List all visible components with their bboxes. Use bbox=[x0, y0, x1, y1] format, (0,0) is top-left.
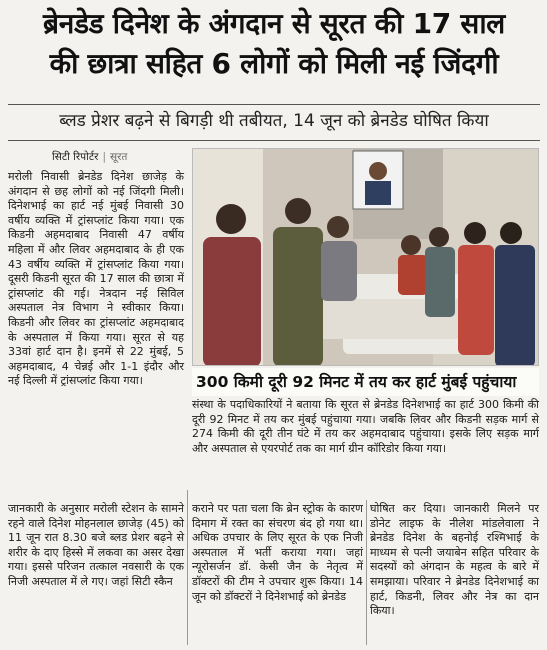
subheadline: ब्लड प्रेशर बढ़ने से बिगड़ी थी तबीयत, 14 जून को ब्रेनडेड घोषित किया bbox=[59, 111, 489, 131]
paragraph: घोषित कर दिया। जानकारी मिलने पर डोनेट लाइफ के नीलेश मांडलेवाला ने ब्रेनडेड दिनेश के बहनोई रश्मिभाई के माध्यम से पत्नी जयाबेन सहित परिवार के सदस्यों को अंगदान के महत्व के बारे में समझाया। परिवार ने ब्रेनडेड दिनेशभाई का हार्ट, किडनी, लिवर और नेत्र का दान किया। bbox=[370, 502, 539, 618]
column-rule bbox=[187, 490, 188, 645]
headline bbox=[8, 4, 540, 84]
article-column-middle-wide bbox=[192, 398, 539, 456]
article-column-left bbox=[8, 170, 184, 389]
paragraph: कराने पर पता चला कि ब्रेन स्ट्रोक के कारण दिमाग में रक्त का संचरण बंद हो गया था। अधिक उपचार के लिए सूरत के एक निजी अस्पताल में भर्ती कराया गया। जहां न्यूरोसर्जन डॉ. केसी जैन के नेतृत्व में डॉक्टरों की टीम ने उपचार शुरू किया। 14 जून को डॉक्टरों ने दिनेशभाई को ब्रेनडेड bbox=[192, 502, 363, 603]
column-rule bbox=[366, 500, 367, 645]
reporter-name: सिटी रिपोर्टर bbox=[52, 151, 99, 163]
divider bbox=[8, 140, 540, 141]
photo-caption: 300 किमी दूरी 92 मिनट में तय कर हार्ट मुंबई पहुंचाया bbox=[192, 368, 539, 396]
divider bbox=[8, 104, 540, 105]
city-name: सूरत bbox=[110, 151, 128, 163]
article-column-left-bottom bbox=[8, 502, 184, 590]
paragraph: जानकारी के अनुसार मरोली स्टेशन के सामने रहने वाले दिनेश मोहनलाल छाजेड़ (45) को 11 जून रात 8.30 बजे ब्लड प्रेशर बढ़ने से शरीर के दाए हिस्से में लकवा का असर देखा गया। इससे परिजन तत्काल नवसारी के एक निजी अस्पताल में ले गए। जहां सिटी स्कैन bbox=[8, 502, 184, 588]
headline-line-2: की छात्रा सहित 6 लोगों को मिली नई जिंदगी bbox=[49, 47, 499, 80]
article-column-right bbox=[370, 502, 539, 619]
paragraph: मरोली निवासी ब्रेनडेड दिनेश छाजेड़ के अंगदान से छह लोगों को नई जिंदगी मिली। दिनेशभाई का हार्ट नई मुंबई निवासी 30 वर्षीय व्यक्ति में ट्रांसप्लांट किया गया। एक किडनी अहमदाबाद निवासी 47 वर्षीय महिला में और लिवर अहमदाबाद के ही एक 43 वर्षीय व्यक्ति में ट्रांसप्लांट किया गया। दूसरी किडनी सूरत की 17 साल की छात्रा में ट्रांसप्लांट की गई। नेत्रदान नई सिविल अस्पताल नेत्र विभाग ने स्वीकार किया। किडनी और लिवर का ट्रांसप्लांट अहमदाबाद के अस्पताल में किया गया। सूरत से यह 33वां हार्ट दान है। इनमें से 22 मुंबई, 5 अहमदाबाद, 4 चेन्नई और 1-1 इंदौर और नई दिल्ली में ट्रांसप्लांट किया गया। bbox=[8, 170, 184, 388]
article-column-middle bbox=[192, 502, 363, 604]
paragraph: संस्था के पदाधिकारियों ने बताया कि सूरत से ब्रेनडेड दिनेशभाई का हार्ट 300 किमी की दूरी 92 मिनट में तय कर मुंबई पहुंचाया गया। जबकि लिवर और किडनी सड़क मार्ग से 274 किमी की दूरी तीन घंटे में तय कर अहमदाबाद पहुंचाया। इसके लिए सड़क मार्ग और अस्पताल से एयरपोर्ट तक का मार्ग ग्रीन कॉरिडोर किया गया। bbox=[192, 398, 539, 455]
headline-line-1: ब्रेनडेड दिनेश के अंगदान से सूरत की 17 साल bbox=[43, 7, 505, 40]
news-photo bbox=[192, 148, 539, 366]
byline: सिटी रिपोर्टर | सूरत bbox=[52, 151, 128, 163]
